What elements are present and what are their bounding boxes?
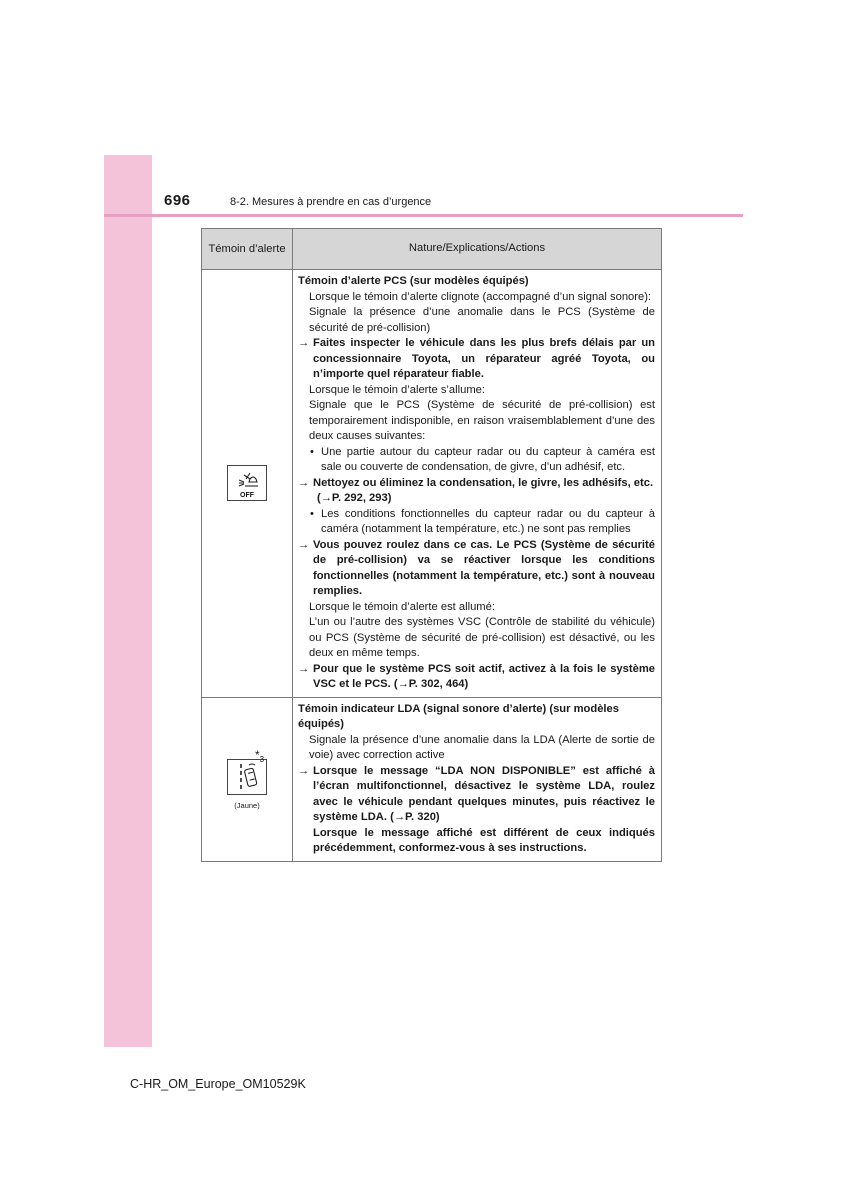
pcs-action-3-text: Vous pouvez roulez dans ce cas. Le PCS (Système de sécurité de pré-collision) va se réactiver lorsque les conditions fonctionnelles (notamment la température, etc.) sont à nouveau remplies. [313,538,655,597]
pcs-action-3 [298,538,655,600]
ref-arrow-icon: → [397,678,409,690]
pcs-off-icon-label: OFF [240,492,254,500]
table-header-row [202,229,662,270]
ref-paren: ( [390,811,394,823]
header-rule [104,214,743,217]
lda-action-2: Lorsque le message affiché est différent de ceux indiqués précédemment, conformez-vous à ses instructions. [313,826,655,854]
pcs-p4: Signale que le PCS (Système de sécurité de pré-collision) est temporairement indisponible, en raison vraisemblablement d’une des deux causes suivantes: [309,399,655,442]
document-code: C-HR_OM_Europe_OM10529K [130,1077,306,1091]
bullet-icon: • [310,445,314,458]
arrow-icon: → [298,538,310,551]
footnote-number: 3 [259,754,265,764]
arrow-icon: → [298,476,310,489]
text-cell-lda [293,697,662,861]
footnote-marker [255,748,264,765]
footnote-star: * [255,747,260,762]
icon-cell-pcs [202,270,293,698]
table-row-lda [202,697,662,861]
page-number: 696 [164,192,191,209]
pcs-p2: Signale la présence d’une anomalie dans le PCS (Système de sécurité de pré-collision) [309,306,655,334]
pcs-action-4 [298,662,655,693]
pcs-action-1 [298,336,655,383]
pcs-action-4-ref-text: P. 302, 464) [408,678,469,690]
pcs-bullet-2-text: Les conditions fonctionnelles du capteur radar ou du capteur à caméra (notamment la température, etc.) ne sont pas remplies [321,507,655,535]
lda-lane-departure-icon [227,759,267,795]
icon-cell-lda [202,697,293,861]
section-title: 8-2. Mesures à prendre en cas d’urgence [230,196,432,208]
lda-title: Témoin indicateur LDA (signal sonore d’alerte) (sur modèles équipés) [298,702,619,730]
lda-p1: Signale la présence d’une anomalie dans la LDA (Alerte de sortie de voie) avec correction active [309,733,655,761]
pcs-title: Témoin d’alerte PCS (sur modèles équipés) [298,275,529,287]
ref-paren: ( [317,492,321,504]
pcs-off-warning-icon [227,465,267,501]
pcs-bullet-1-text: Une partie autour du capteur radar ou du capteur à caméra est sale ou couverte de condensation, de givre, d’un adhésif, etc. [321,445,655,473]
pcs-action-2-ref [298,491,655,507]
lda-action-1 [298,764,655,826]
ref-arrow-icon: → [320,492,332,504]
pcs-action-2 [298,476,655,492]
table-row-pcs [202,270,662,698]
warning-lights-table [201,228,662,862]
col-header-warning-light: Témoin d’alerte [202,229,293,270]
pcs-action-1-text: Faites inspecter le véhicule dans les plus brefs délais par un concessionnaire Toyota, un réparateur agréé Toyota, ou n’importe quel réparateur fiable. [313,337,655,380]
text-cell-pcs [293,270,662,698]
pcs-bullet-1 [298,445,655,476]
pcs-p6: L’un ou l’autre des systèmes VSC (Contrôle de stabilité du véhicule) ou PCS (Système de sécurité de pré-collision) est désactivé, ou les deux en même temps. [309,616,655,659]
lda-action-1-text: Lorsque le message “LDA NON DISPONIBLE” est affiché à l’écran multifonctionnel, désactivez le système LDA, roulez avec le véhicule pendant quelques minutes, puis réactivez le système LDA. [313,764,655,823]
pcs-p1: Lorsque le témoin d’alerte clignote (accompagné d’un signal sonore): [309,290,652,303]
pcs-bullet-2 [298,507,655,538]
side-tab-band [104,155,152,1047]
col-header-nature: Nature/Explications/Actions [293,229,662,270]
arrow-icon: → [298,764,310,777]
pcs-action-2-ref-text: P. 292, 293) [331,492,392,504]
pcs-p5: Lorsque le témoin d’alerte est allumé: [309,600,495,613]
arrow-icon: → [298,662,310,675]
ref-arrow-icon: → [393,811,406,823]
pcs-p3: Lorsque le témoin d’alerte s’allume: [309,383,485,396]
pcs-action-2-text: Nettoyez ou éliminez la condensation, le givre, les adhésifs, etc. [313,476,654,489]
arrow-icon: → [298,337,310,349]
bullet-icon: • [310,507,314,520]
ref-paren: ( [393,678,398,690]
lda-icon-caption: (Jaune) [234,800,260,810]
pcs-action-4-text: Pour que le système PCS soit actif, activez à la fois le système VSC et le PCS. [313,662,655,690]
lda-action-1-ref-text: P. 320) [405,811,440,823]
